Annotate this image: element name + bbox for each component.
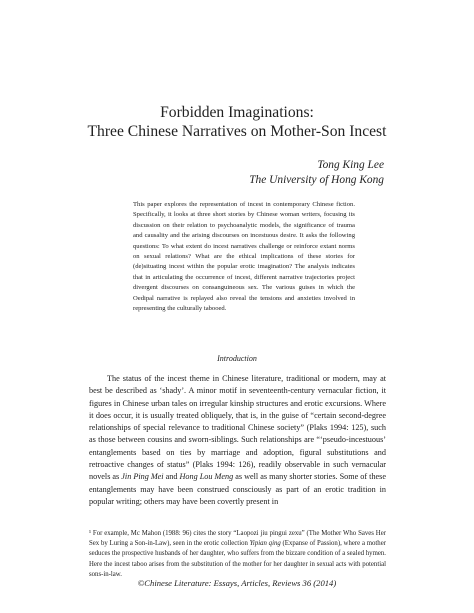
body-paragraph xyxy=(89,373,386,508)
author-name: Tong King Lee xyxy=(317,159,384,171)
footer-issue: 36 (2014) xyxy=(300,578,337,588)
footer-journal: Chinese Literature: Essays, Articles, Reviews xyxy=(144,578,301,588)
footnote-part-2: (Expanse of Passion), where a mother seduces the prospective husbands of her daughter, who suffers from the bizzare condition of a sealed hymen. Here the incest taboo arises from the substitution of the mother for her daughter in sexual acts with potential sons-in-law. xyxy=(89,540,386,578)
author-affiliation: The University of Hong Kong xyxy=(249,174,384,186)
title-line-1: Forbidden Imaginations: xyxy=(160,104,314,121)
body-text-part-2: as well as many shorter stories. Some of these entanglements may have been construed consciously as part of an erotic tradition in popular writing; others may have been covertly present in xyxy=(89,472,386,506)
title-line-2: Three Chinese Narratives on Mother-Son Incest xyxy=(87,123,387,140)
body-text-and: and xyxy=(163,472,180,482)
footer-copyright: © xyxy=(137,578,145,588)
title-hong-lou-meng: Hong Lou Meng xyxy=(179,472,234,482)
title-jin-ping-mei: Jin Ping Mei xyxy=(121,472,164,482)
footnote-part-1: ¹ For example, Mc Mahon (1988: 96) cites the story “Laopozi jiu pingui zexu” (The Mother Who Saves Her Sex by Luring a Son-in-Law), seen in the erotic collection xyxy=(89,530,386,548)
paper-title xyxy=(40,103,434,141)
abstract: This paper explores the representation of incest in contemporary Chinese fiction. Specifically, it looks at three short stories by Chinese woman writers, focusing its discussion on their relation to psychoanalytic models, the significance of trauma and causality and the arising discourses on incestuous desire. It asks the following questions: To what extent do incest narratives challenge or reinforce extant norms on sexual relations? What are the ethical implications of these stories for (de)situating incest within the popular erotic imagination? The analysis indicates that in articulating the occurrence of incest, different narrative trajectories project divergent discourses on consanguineous sex. The various guises in which the Oedipal narrative is replayed also reveal the tensions and anxieties involved in representing the culturally tabooed. xyxy=(133,201,355,313)
section-heading: Introduction xyxy=(217,354,257,363)
footnote-title-yipian-qing: Yipian qing xyxy=(249,540,281,548)
footnote xyxy=(89,529,386,580)
body-text-part-1: The status of the incest theme in Chinese literature, traditional or modern, may at best be described as ‘shady’. A minor motif in seventeenth-century vernacular fiction, it figures in Chinese urban tales on irregular kinship structures and erotic excursions. Where it does occur, it is usually treated obliquely, that is, in the guise of “certain second-degree relationships of special relevance to traditional Chinese society” (Plaks 1994: 125), such as those between cousins and sworn-siblings. Such relationships are “‘pseudo-incestuous’ entanglements based on ties by marriage and adoption, figural substitutions and retroactive changes of status” (Plaks 1994: 126), readily observable in such vernacular novels as xyxy=(89,374,386,482)
body-text xyxy=(89,373,386,521)
page-footer xyxy=(0,578,474,588)
author-block xyxy=(249,158,384,188)
